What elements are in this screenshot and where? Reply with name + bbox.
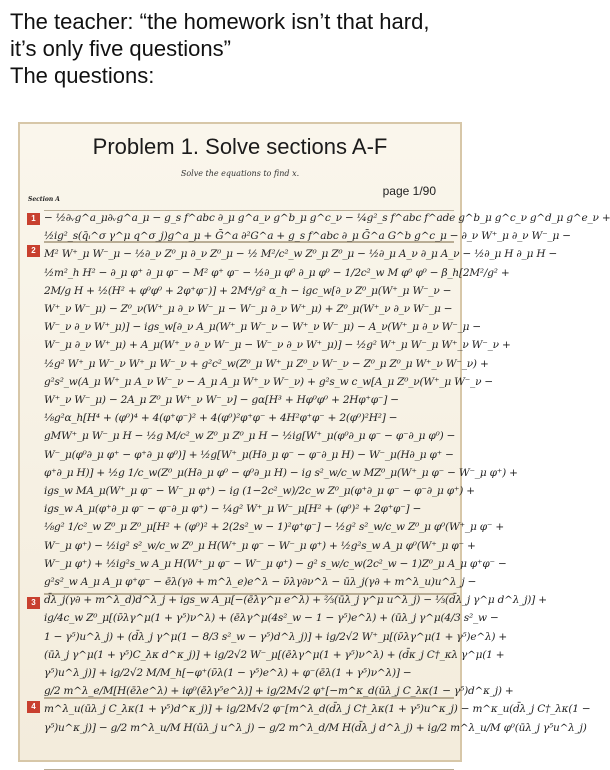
- problem-subtitle: Solve the equations to find x.: [180, 169, 300, 178]
- question-badge-3: 3: [27, 597, 40, 609]
- equation-line: ½m²_h H² − ∂_μ φ⁺ ∂_μ φ⁻ − M² φ⁺ φ⁻ − ½∂_μ φ⁰ ∂_μ φ⁰ − 1/2c²_w M φ⁰ φ⁰ − β_h[2M²/g² +: [44, 266, 510, 279]
- equation-line: γ⁵)u^λ_j)] + ig/2√2 M/M_h[−φ⁺(ν̄λ(1 − γ⁵)e^λ) + φ⁻(ēλ(1 + γ⁵)ν^λ)] −: [44, 667, 412, 679]
- equation-line: 1 − γ⁵)u^λ_j) + (d̄λ_j γ^μ(1 − 8/3 s²_w − γ⁵)d^λ_j)] + ig/2√2 W⁺_μ[(ν̄λγ^μ(1 + γ⁵)e^λ) +: [44, 630, 508, 643]
- section-label: Section A: [28, 196, 60, 203]
- equation-line: φ⁺∂_μ H)] + ½g 1/c_w(Z⁰_μ(H∂_μ φ⁰ − φ⁰∂_μ H) − ig s²_w/c_w MZ⁰_μ(W⁺_μ φ⁻ − W⁻_μ φ⁺) +: [44, 466, 518, 479]
- equation-block-3: [44, 594, 547, 698]
- meme-caption: [10, 8, 466, 89]
- equation-line: ⅛g²α_h[H⁴ + (φ⁰)⁴ + 4(φ⁺φ⁻)² + 4(φ⁰)²φ⁺φ⁻ + 4H²φ⁺φ⁻ + 2(φ⁰)²H²] −: [44, 412, 398, 425]
- question-badge-2: 2: [27, 245, 40, 257]
- equation-line: W⁺_ν W⁻_μ) − Z⁰_ν(W⁺_μ ∂_ν W⁻_μ − W⁻_μ ∂_ν W⁺_μ) + Z⁰_μ(W⁺_ν ∂_ν W⁻_μ −: [44, 303, 453, 315]
- equation-line: W⁻_ν ∂_ν W⁺_μ)] − igs_w[∂_ν A_μ(W⁺_μ W⁻_ν − W⁺_ν W⁻_μ) − A_ν(W⁺_μ ∂_ν W⁻_μ −: [44, 321, 482, 334]
- equation-line: 2M/g H + ½(H² + φ⁰φ⁰ + 2φ⁺φ⁻)] + 2M⁴/g² α_h − igc_w[∂_ν Z⁰_μ(W⁺_μ W⁻_ν −: [44, 284, 452, 297]
- equation-line: ⅛g² 1/c²_w Z⁰_μ Z⁰_μ[H² + (φ⁰)² + 2(2s²_w − 1)²φ⁺φ⁻] − ½g² s²_w/c_w Z⁰_μ φ⁰(W⁺_μ φ⁻ +: [44, 521, 504, 534]
- equation-line: igs_w MA_μ(W⁺_μ φ⁻ − W⁻_μ φ⁺) − ig (1−2c²_w)/2c_w Z⁰_μ(φ⁺∂_μ φ⁻ − φ⁻∂_μ φ⁺) +: [44, 485, 475, 497]
- equation-line: d̄λ_j(γ∂ + m^λ_d)d^λ_j + igs_w A_μ[−(ēλγ^μ e^λ) + ⅔(ūλ_j γ^μ u^λ_j) − ⅓(d̄λ_j γ^μ d^λ_j)] +: [44, 594, 547, 607]
- equation-line: g/2 m^λ_e/M[H(ēλe^λ) + iφ⁰(ēλγ⁵e^λ)] + ig/2M√2 φ⁺[−m^κ_d(ūλ_j C_λκ(1 − γ⁵)d^κ_j) +: [44, 685, 514, 698]
- equation-line: W⁻_μ(φ⁰∂_μ φ⁺ − φ⁺∂_μ φ⁰)] + ½g[W⁺_μ(H∂_μ φ⁻ − φ⁻∂_μ H) − W⁻_μ(H∂_μ φ⁺ −: [44, 448, 454, 461]
- caption-line-3: The questions:: [10, 63, 155, 88]
- equation-line: (ūλ_j γ^μ(1 + γ⁵)C_λκ d^κ_j)] + ig/2√2 W⁻_μ[(ēλγ^μ(1 + γ⁵)ν^λ) + (d̄κ_j C†_κλ γ^μ(1 +: [44, 648, 505, 661]
- question-badge-1: 1: [27, 213, 40, 225]
- problem-title: Problem 1. Solve sections A-F: [92, 134, 388, 159]
- homework-sheet-photo: [18, 122, 610, 762]
- equation-line: W⁻_μ φ⁺) − ½ig² s²_w/c_w Z⁰_μ H(W⁺_μ φ⁻ − W⁻_μ φ⁺) + ½g²s_w A_μ φ⁰(W⁺_μ φ⁻ +: [44, 539, 476, 552]
- caption-line-2: it’s only five questions”: [10, 36, 231, 61]
- equation-line: gMW⁺_μ W⁻_μ H − ½g M/c²_w Z⁰_μ Z⁰_μ H − ½ig[W⁺_μ(φ⁰∂_μ φ⁻ − φ⁻∂_μ φ⁰) −: [44, 430, 456, 443]
- equation-line: − ½∂ᵥg^a_μ∂ᵥg^a_μ − g_s f^abc ∂_μ g^a_ν g^b_μ g^c_ν − ¼g²_s f^abc f^ade g^b_μ g^c_ν g^d_μ g^e_ν +: [44, 212, 610, 224]
- equation-line: ½ig²_s(q̄ᵢ^σ γ^μ q^σ_j)g^a_μ + Ḡ^a ∂²G^a + g_s f^abc ∂_μ Ḡ^a G^b g^c_μ − ∂_ν W⁺_μ ∂_ν W⁻_μ −: [44, 230, 571, 243]
- equation-line: g²s²_w A_μ A_μ φ⁺φ⁻ − ēλ(γ∂ + m^λ_e)e^λ − ν̄λγ∂ν^λ − ūλ_j(γ∂ + m^λ_u)u^λ_j −: [44, 576, 477, 588]
- equation-line: γ⁵)u^κ_j)] − g/2 m^λ_u/M H(ūλ_j u^λ_j) − g/2 m^λ_d/M H(d̄λ_j d^λ_j) + ig/2 m^λ_u/M φ⁰(ūλ_j γ⁵u^λ_j): [44, 721, 587, 734]
- caption-line-1: The teacher: “the homework isn’t that hard,: [10, 9, 430, 34]
- equation-line: m^λ_u(ūλ_j C_λκ(1 + γ⁵)d^κ_j)] + ig/2M√2 φ⁻[m^λ_d(d̄λ_j C†_λκ(1 + γ⁵)u^κ_j) − m^κ_u(d̄λ_j C†_λκ(1 −: [44, 703, 591, 716]
- equation-line: W⁻_μ ∂_ν W⁺_μ) + A_μ(W⁺_ν ∂_ν W⁻_μ − W⁻_ν ∂_ν W⁺_μ)] − ½g² W⁺_μ W⁻_μ W⁺_ν W⁻_ν +: [44, 339, 511, 352]
- equation-line: M² W⁺_μ W⁻_μ − ½∂_ν Z⁰_μ ∂_ν Z⁰_μ − ½ M²/c²_w Z⁰_μ Z⁰_μ − ½∂_μ A_ν ∂_μ A_ν − ½∂_μ H ∂_μ H −: [44, 248, 558, 261]
- equation-line: W⁻_μ φ⁺) + ½ig²s_w A_μ H(W⁺_μ φ⁻ − W⁻_μ φ⁺) − g² s_w/c_w(2c²_w − 1)Z⁰_μ A_μ φ⁺φ⁻ −: [44, 557, 507, 570]
- equation-line: g²s²_w(A_μ W⁺_μ A_ν W⁻_ν − A_μ A_μ W⁺_ν W⁻_ν) + g²s_w c_w[A_μ Z⁰_ν(W⁺_μ W⁻_ν −: [44, 375, 494, 388]
- equation-line: ig/4c_w Z⁰_μ[(ν̄λγ^μ(1 + γ⁵)ν^λ) + (ēλγ^μ(4s²_w − 1 − γ⁵)e^λ) + (ūλ_j γ^μ(4/3 s²_w −: [44, 612, 499, 625]
- equation-line: ½g² W⁺_μ W⁻_ν W⁺_μ W⁻_ν + g²c²_w(Z⁰_μ W⁺_μ Z⁰_ν W⁻_ν − Z⁰_μ Z⁰_μ W⁺_ν W⁻_ν) +: [44, 357, 489, 370]
- equation-line: igs_w A_μ(φ⁺∂_μ φ⁻ − φ⁻∂_μ φ⁺) − ¼g² W⁺_μ W⁻_μ[H² + (φ⁰)² + 2φ⁺φ⁻] −: [44, 503, 422, 516]
- question-badge-4: 4: [27, 701, 40, 713]
- page-number: page 1/90: [382, 184, 436, 198]
- equation-line: W⁺_ν W⁻_μ) − 2A_μ Z⁰_μ W⁺_ν W⁻_ν] − gα[H³ + Hφ⁰φ⁰ + 2Hφ⁺φ⁻] −: [44, 394, 399, 406]
